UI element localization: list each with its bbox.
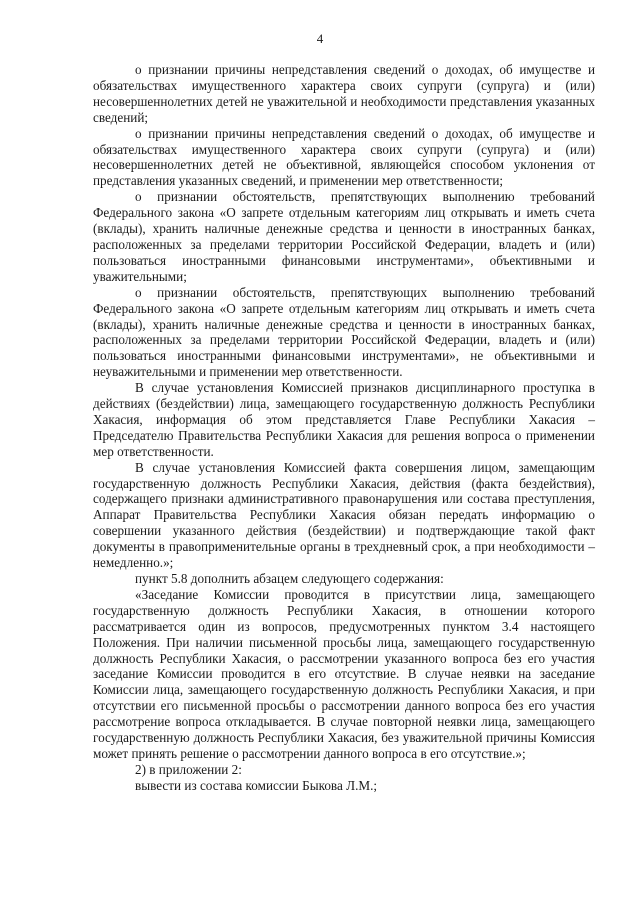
page-number: 4 (316, 31, 324, 46)
paragraph: о признании обстоятельств, препятствующих выполнению требований Федерального закона «О запрете отдельным категориям лиц открывать и иметь счета (вклады), хранить наличные денежные средства и ценности в иностранных банках, расположенных за пределами территории Российской Федерации, владеть и (или) пользоваться иностранными финансовыми инструментами», не объективными и неуважительными и применении мер ответственности. (93, 284, 595, 380)
paragraph: о признании обстоятельств, препятствующих выполнению требований Федерального закона «О запрете отдельным категориям лиц открывать и иметь счета (вклады), хранить наличные денежные средства и ценности в иностранных банках, расположенных за пределами территории Российской Федерации, владеть и (или) пользоваться иностранными финансовыми инструментами», объективными и уважительными; (93, 189, 595, 284)
paragraph: В случае установления Комиссией факта совершения лицом, замещающим государственную должность Республики Хакасия, действия (факта бездействия), содержащего признаки административного правонарушения или состава преступления, Аппарат Правительства Республики Хакасия обязан передать информацию о совершении указанного действия (бездействии) и подтверждающие такой факт документы в правоприменительные органы в трехдневный срок, а при необходимости – немедленно.»; (93, 459, 595, 571)
paragraph: В случае установления Комиссией признаков дисциплинарного проступка в действиях (бездействии) лица, замещающего государственную должность Республики Хакасия, информация об этом представляется Главе Республики Хакасия – Председателю Правительства Республики Хакасия для решения вопроса о применении мер ответственности. (93, 380, 595, 459)
paragraph: 2) в приложении 2: (135, 761, 242, 777)
paragraph: пункт 5.8 дополнить абзацем следующего содержания: (135, 571, 444, 586)
document-body (93, 62, 595, 794)
paragraph: о признании причины непредставления сведений о доходах, об имуществе и обязательствах имущественного характера своих супруги (супруга) и (или) несовершеннолетних детей не уважительной и необходимости представления указанных сведений; (93, 62, 595, 125)
paragraph: о признании причины непредставления сведений о доходах, об имуществе и обязательствах имущественного характера своих супруги (супруга) и (или) несовершеннолетних детей не объективной, являющейся способом уклонения от представления указанных сведений, и применении мер ответственности; (93, 125, 595, 189)
paragraph: вывести из состава комиссии Быкова Л.М.; (135, 777, 378, 793)
paragraph: «Заседание Комиссии проводится в присутствии лица, замещающего государственную должность Республики Хакасия, в отношении которого рассматривается один из вопросов, предусмотренных пунктом 3.4 настоящего Положения. При наличии письменной просьбы лица, замещающего государственную должность Республики Хакасия, о рассмотрении указанного вопроса без его участия заседание Комиссии проводится в его отсутствие. В случае неявки на заседание Комиссии лица, замещающего государственную должность Республики Хакасия, и при отсутствии его письменной просьбы о рассмотрении данного вопроса без его участия рассмотрение вопроса откладывается. В случае повторной неявки лица, замещающего государственную должность Республики Хакасия, без уважительной причины Комиссия может принять решение о рассмотрении данного вопроса в его отсутствие.»; (93, 586, 595, 761)
